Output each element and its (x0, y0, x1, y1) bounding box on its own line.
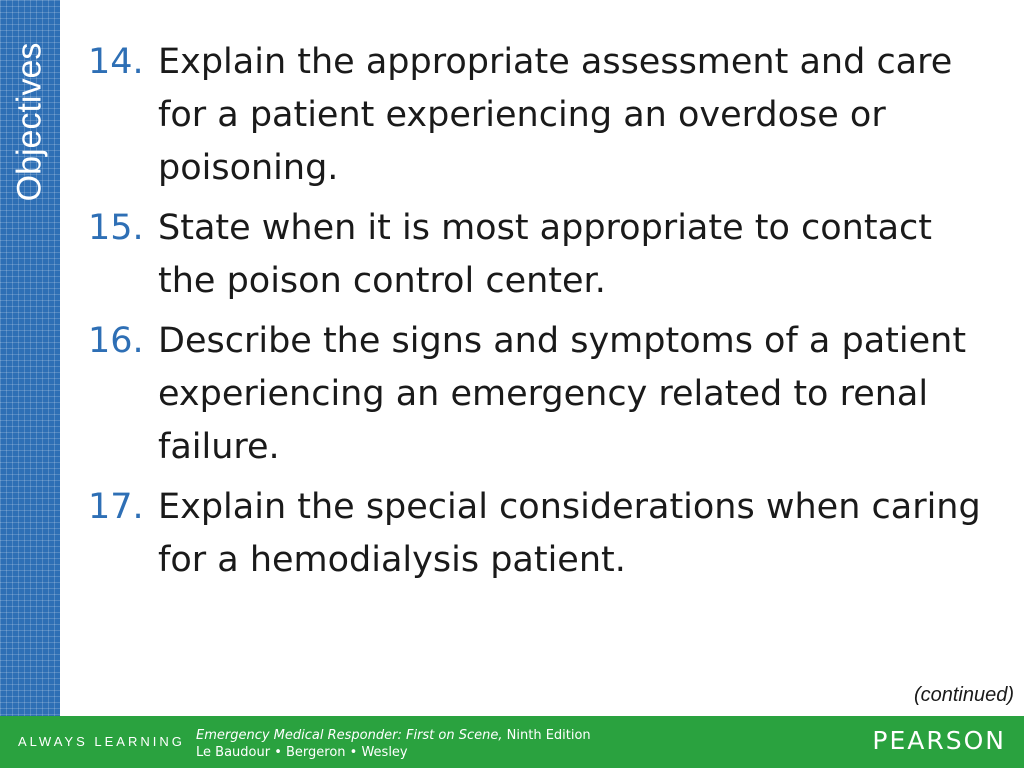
objective-text: Explain the special considerations when caring for a hemodialysis patient. (158, 487, 981, 580)
sidebar-title: Objectives (10, 42, 49, 202)
objective-item (88, 36, 998, 195)
sidebar-banner (0, 0, 60, 716)
continued-label: (continued) (913, 684, 1014, 706)
book-edition: Ninth Edition (502, 728, 591, 743)
book-citation (196, 727, 591, 761)
objective-text: Describe the signs and symptoms of a patient experiencing an emergency related to renal failure. (158, 321, 967, 467)
footer-tagline: ALWAYS LEARNING (18, 734, 185, 749)
book-title: Emergency Medical Responder: First on Scene, (196, 728, 503, 743)
objective-text: Explain the appropriate assessment and care for a patient experiencing an overdose or poisoning. (158, 42, 953, 188)
objective-item (88, 481, 998, 587)
objectives-list (88, 36, 998, 594)
book-authors: Le Baudour • Bergeron • Wesley (196, 745, 408, 760)
objective-text: State when it is most appropriate to contact the poison control center. (158, 208, 932, 301)
objective-number: 14. (88, 42, 144, 82)
objective-number: 17. (88, 487, 144, 527)
objective-item (88, 315, 998, 474)
objective-number: 15. (88, 208, 144, 248)
objective-item (88, 202, 998, 308)
footer-bar (0, 716, 1024, 768)
publisher-logo: PEARSON (872, 726, 1006, 755)
book-title-line (196, 727, 591, 744)
objective-number: 16. (88, 321, 144, 361)
